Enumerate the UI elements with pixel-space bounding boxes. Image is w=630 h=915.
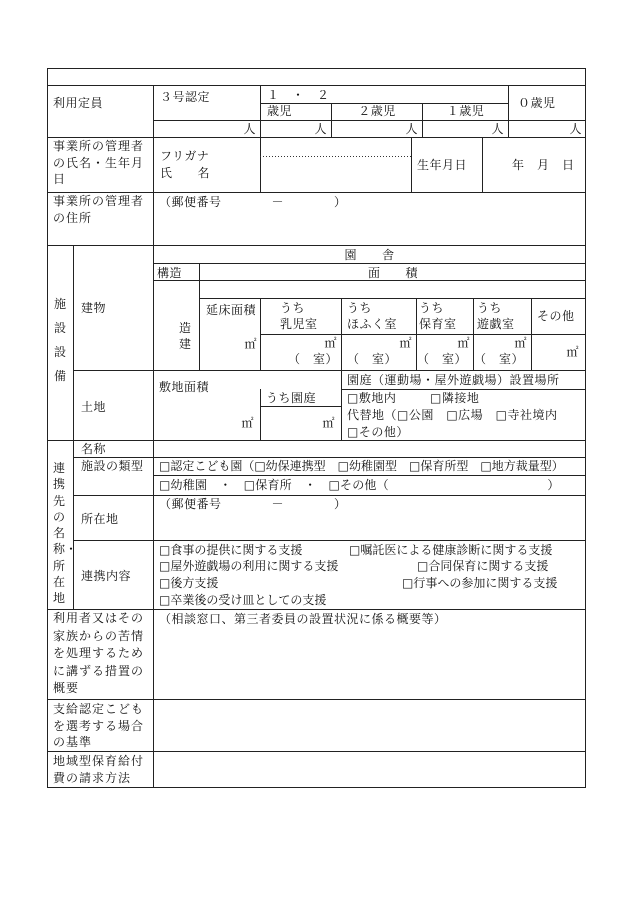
- area-header: 面 積: [367, 266, 418, 280]
- construction-suffix: 造: [179, 321, 192, 335]
- partner-label: 連携先の名称・所在地: [53, 461, 78, 606]
- name-label: 氏 名: [160, 166, 211, 180]
- furigana-label: フリガナ: [160, 149, 210, 163]
- floor-area-unit: ㎡: [244, 337, 257, 351]
- complaint-note: （相談窓口、第三者委員の設置状況に係る概要等）: [159, 612, 447, 626]
- infant-room-count: （ 室）: [288, 352, 339, 366]
- birthdate-ymd: 年 月 日: [512, 158, 575, 172]
- partner-name-label: 名称: [81, 442, 107, 456]
- other-room-unit: ㎡: [566, 345, 579, 359]
- construction-suffix-2: 建: [179, 337, 192, 351]
- content-backup-support: □後方支援: [159, 576, 219, 590]
- birthdate-label: 生年月日: [417, 158, 468, 172]
- nursery-room-label: 保育室: [419, 317, 457, 331]
- crawl-room-count: （ 室）: [347, 352, 398, 366]
- content-joint-care-support: □合同保育に関する支援: [417, 559, 549, 573]
- age-0-header: ０歳児: [518, 96, 556, 110]
- play-room-unit: ㎡: [514, 336, 527, 350]
- floor-area-label: 延床面積: [206, 303, 257, 317]
- complaint-label: 利用者又はその家族からの苦情を処理するために講ずる措置の概要: [53, 611, 145, 695]
- selection-criteria-label: 支給認定こどもを選考する場合の基準: [53, 702, 145, 749]
- age12-unit: 人: [314, 122, 327, 136]
- age0-unit: 人: [569, 122, 582, 136]
- site-area-label: 敷地面積: [159, 380, 210, 394]
- billing-method-label: 地域型保育給付費の請求方法: [53, 754, 145, 785]
- site-area-unit: ㎡: [241, 416, 254, 430]
- content-event-support: □行事への参加に関する支援: [402, 576, 558, 590]
- age-1-2-label-top: １ ・ ２: [267, 88, 330, 102]
- infant-room-label: 乳児室: [280, 317, 318, 331]
- manager-name-label: 事業所の管理者の氏名・生年月日: [53, 139, 145, 186]
- crawl-room-unit: ㎡: [399, 336, 412, 350]
- yard-option-adjacent: □隣接地: [430, 391, 480, 405]
- age2-unit: 人: [405, 122, 418, 136]
- building-label: 建物: [81, 301, 107, 315]
- structure-header: 構造: [157, 266, 183, 280]
- crawl-room-label: ほふく室: [347, 317, 398, 331]
- crawl-room-of: うち: [347, 301, 373, 315]
- age1-unit: 人: [491, 122, 504, 136]
- cert3-label: ３号認定: [160, 90, 211, 104]
- infant-room-unit: ㎡: [324, 336, 337, 350]
- content-health-check-support: □嘱託医による健康診断に関する支援: [349, 543, 553, 557]
- play-room-of: うち: [477, 301, 503, 315]
- garden-building-header: 園 舎: [344, 248, 395, 262]
- application-form: [47, 68, 586, 788]
- manager-address-label: 事業所の管理者の住所: [53, 194, 145, 225]
- play-room-count: （ 室）: [474, 352, 525, 366]
- play-room-label: 遊戯室: [477, 317, 515, 331]
- facility-label: 施設設備: [53, 297, 66, 383]
- nursery-room-count: （ 室）: [417, 352, 468, 366]
- other-room-label: その他: [537, 309, 575, 323]
- garden-area-unit: ㎡: [322, 416, 335, 430]
- content-playground-support: □屋外遊戯場の利用に関する支援: [159, 559, 339, 573]
- infant-room-of: うち: [280, 301, 306, 315]
- partner-content-label: 連携内容: [81, 569, 132, 583]
- facility-type-line2: □幼稚園 ・ □保育所 ・ □その他（ ）: [159, 478, 560, 492]
- garden-area-label: うち園庭: [266, 391, 317, 405]
- land-label: 土地: [81, 400, 107, 414]
- capacity-label: 利用定員: [53, 96, 104, 110]
- content-graduation-support: □卒業後の受け皿としての支援: [159, 593, 327, 607]
- age-1-2-label-bottom: 歳児: [267, 104, 293, 118]
- yard-location-title: 園庭（運動場・屋外遊戯場）設置場所: [347, 373, 560, 387]
- manager-postal-code: （郵便番号 － ）: [159, 195, 347, 209]
- yard-option-other: □その他）: [347, 425, 409, 439]
- nursery-room-unit: ㎡: [457, 336, 470, 350]
- yard-option-onsite: □敷地内: [347, 391, 397, 405]
- partner-location-label: 所在地: [81, 512, 119, 526]
- age-1-header: １歳児: [446, 104, 485, 118]
- content-meal-support: □食事の提供に関する支援: [159, 543, 303, 557]
- nursery-room-of: うち: [419, 301, 445, 315]
- partner-postal-code: （郵便番号 － ）: [159, 497, 347, 511]
- yard-option-alternate: 代替地（□公園 □広場 □寺社境内: [347, 408, 558, 422]
- facility-type-label: 施設の類型: [81, 459, 144, 473]
- facility-type-line1: □認定こども園（□幼保連携型 □幼稚園型 □保育所型 □地方裁量型）: [159, 459, 564, 473]
- cert3-unit: 人: [243, 122, 256, 136]
- age-2-header: ２歳児: [358, 104, 396, 118]
